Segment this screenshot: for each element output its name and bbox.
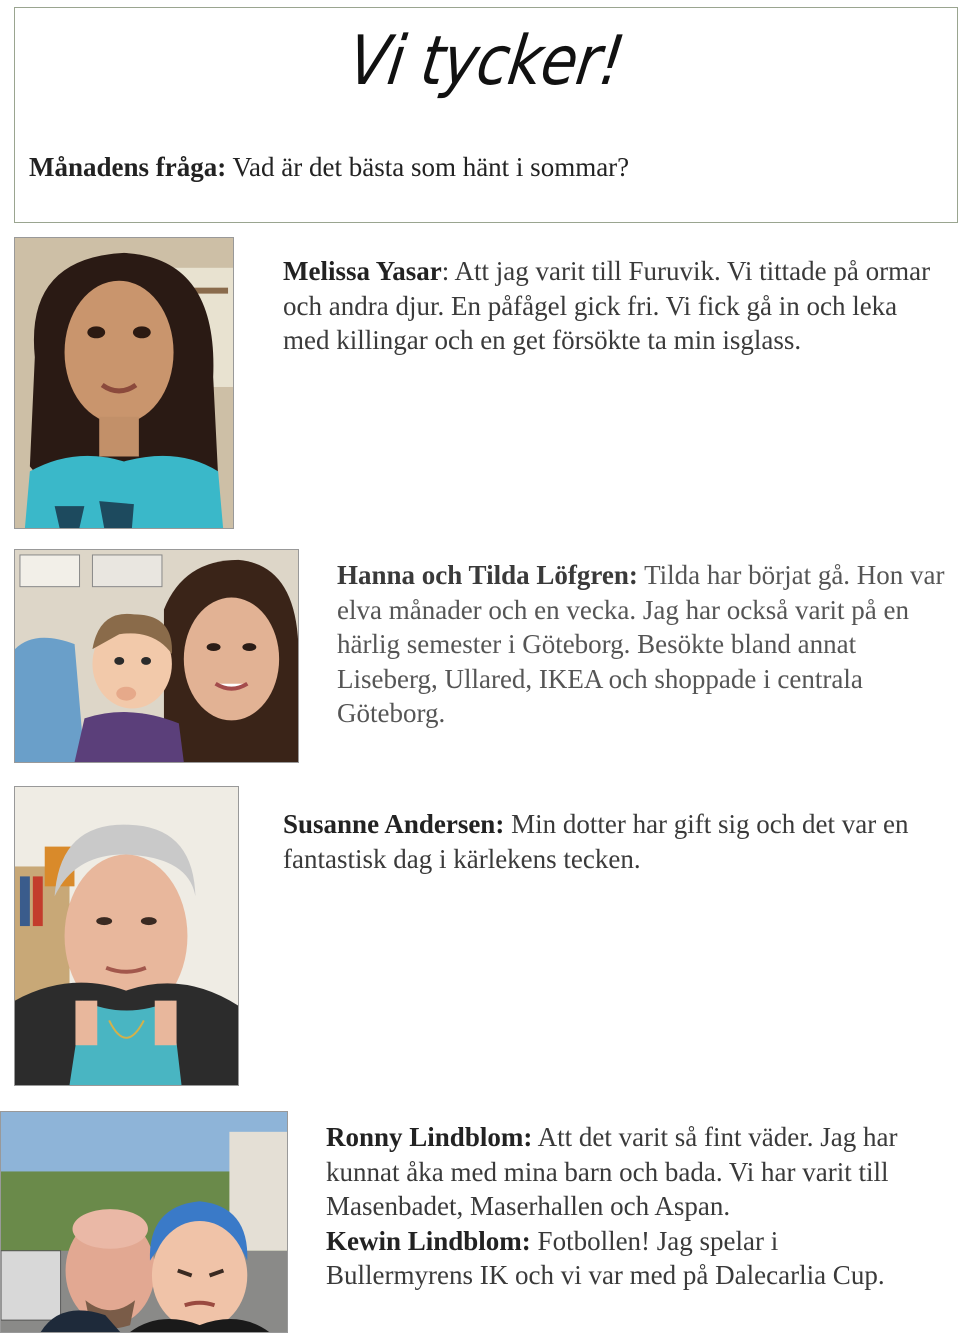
text-susanne: Min dotter har gift sig och det var en fantastisk dag i kärlekens tecken. — [283, 809, 909, 874]
name-susanne: Susanne Andersen: — [283, 809, 505, 839]
answer-ronny-kewin — [326, 1120, 916, 1293]
name-melissa: Melissa Yasar — [283, 256, 442, 286]
text-melissa: Att jag varit till Furuvik. Vi tittade på ormar och andra djur. En påfågel gick fri. Vi fick gå in och leka med killingar och en get försökte ta min isglass. — [283, 256, 931, 355]
photo-hanna-tilda — [14, 549, 299, 763]
photo-susanne — [14, 786, 239, 1086]
photo-melissa — [14, 237, 234, 529]
text-ronny: Att det varit så fint väder. Jag har kunnat åka med mina barn och bada. Vi har varit till Masenbadet, Maserhallen och Aspan. — [326, 1122, 898, 1221]
answer-melissa — [283, 254, 943, 358]
name-hanna-tilda: Hanna och Tilda Löfgren: — [337, 560, 638, 590]
photo-ronny-kewin — [0, 1111, 288, 1333]
question-label: Månadens fråga: — [29, 152, 227, 182]
answer-susanne — [283, 807, 943, 876]
separator-melissa: : — [441, 256, 450, 286]
text-kewin: Fotbollen! Jag spelar i Bullermyrens IK och vi var med på Dalecarlia Cup. — [326, 1225, 885, 1290]
monthly-question — [29, 152, 629, 183]
name-kewin: Kewin Lindblom: — [326, 1225, 531, 1256]
header-box — [14, 7, 958, 223]
name-ronny: Ronny Lindblom: — [326, 1122, 533, 1152]
answer-hanna-tilda — [337, 558, 947, 731]
text-hanna-tilda: Tilda har börjat gå. Hon var elva månader och en vecka. Jag har också varit på en härlig semester i Göteborg. Besökte bland annat Liseberg, Ullared, IKEA och shoppade i centrala Göteborg. — [337, 560, 945, 728]
page-title: Vi tycker! — [343, 22, 629, 101]
question-text: Vad är det bästa som hänt i sommar? — [226, 152, 630, 182]
